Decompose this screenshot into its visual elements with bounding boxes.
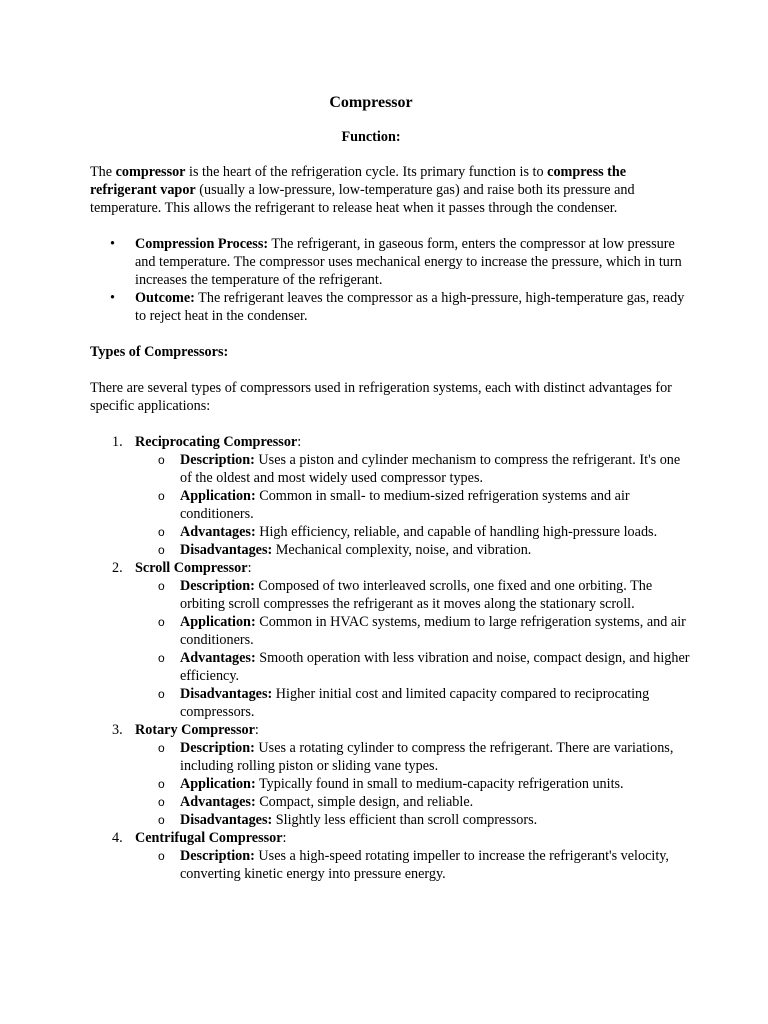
detail-item — [135, 811, 690, 829]
type-name: Rotary Compressor — [135, 722, 255, 738]
type-number: 2. — [112, 560, 123, 576]
detail-item — [135, 613, 690, 649]
detail-label: Disadvantages: — [180, 812, 273, 828]
detail-text: Common in HVAC systems, medium to large refrigeration systems, and air conditioners. — [180, 614, 686, 648]
intro-bold-1: compressor — [115, 164, 186, 180]
intro-text-3: (usually a low-pressure, low-temperature gas) and raise both its pressure and temperature. This allows the refrigerant to release heat when it passes through the condenser. — [90, 182, 635, 216]
detail-label: Description: — [180, 740, 255, 756]
type-name: Reciprocating Compressor — [135, 434, 298, 450]
type-colon: : — [282, 830, 287, 846]
type-name: Scroll Compressor — [135, 560, 248, 576]
bullet-marker: • — [110, 290, 115, 306]
detail-label: Description: — [180, 578, 255, 594]
detail-text: Uses a high-speed rotating impeller to increase the refrigerant's velocity, converting kinetic energy into pressure energy. — [180, 848, 669, 882]
detail-marker: o — [158, 579, 165, 593]
document-page — [90, 92, 690, 883]
intro-bold-2: compress the refrigerant vapor — [90, 164, 627, 198]
detail-item — [135, 739, 690, 775]
detail-text: Typically found in small to medium-capacity refrigeration units. — [255, 776, 624, 792]
detail-text: Composed of two interleaved scrolls, one fixed and one orbiting. The orbiting scroll compresses the refrigerant as it moves along the stationary scroll. — [180, 578, 653, 612]
intro-paragraph — [90, 163, 690, 217]
bullet-marker: • — [110, 236, 115, 252]
intro-text-1: The — [90, 164, 116, 180]
detail-label: Description: — [180, 848, 255, 864]
detail-marker: o — [158, 777, 165, 791]
type-item — [90, 829, 690, 883]
detail-label: Application: — [180, 488, 256, 504]
detail-item — [135, 577, 690, 613]
detail-marker: o — [158, 687, 165, 701]
type-item — [90, 433, 690, 559]
detail-text: Uses a rotating cylinder to compress the refrigerant. There are variations, including rolling piston or sliding vane types. — [180, 740, 674, 774]
type-colon: : — [247, 560, 252, 576]
detail-marker: o — [158, 813, 165, 827]
bullet-text: The refrigerant leaves the compressor as a high-pressure, high-temperature gas, ready to reject heat in the condenser. — [135, 290, 685, 324]
detail-text: Higher initial cost and limited capacity compared to reciprocating compressors. — [180, 686, 650, 720]
detail-item — [135, 775, 690, 793]
detail-label: Application: — [180, 614, 256, 630]
detail-label: Application: — [180, 776, 256, 792]
detail-text: Smooth operation with less vibration and noise, compact design, and higher efficiency. — [180, 650, 690, 684]
detail-label: Description: — [180, 452, 255, 468]
type-item — [90, 559, 690, 721]
detail-item — [135, 487, 690, 523]
detail-item — [135, 685, 690, 721]
detail-item — [135, 523, 690, 541]
detail-marker: o — [158, 525, 165, 539]
detail-item — [135, 541, 690, 559]
bullet-item — [90, 235, 690, 289]
types-heading: Types of Compressors: — [90, 344, 229, 360]
type-name: Centrifugal Compressor — [135, 830, 283, 846]
type-number: 4. — [112, 830, 123, 846]
bullet-label: Outcome: — [135, 290, 195, 306]
detail-text: Uses a piston and cylinder mechanism to compress the refrigerant. It's one of the oldest and most widely used compressor types. — [180, 452, 681, 486]
detail-label: Advantages: — [180, 524, 256, 540]
detail-text: Common in small- to medium-sized refrigeration systems and air conditioners. — [180, 488, 630, 522]
detail-marker: o — [158, 543, 165, 557]
function-heading: Function: — [341, 129, 401, 145]
types-intro-paragraph: There are several types of compressors used in refrigeration systems, each with distinct advantages for specific applications: — [90, 380, 672, 414]
detail-label: Disadvantages: — [180, 686, 273, 702]
document-title: Compressor — [329, 94, 413, 111]
detail-label: Disadvantages: — [180, 542, 273, 558]
bullet-label: Compression Process: — [135, 236, 269, 252]
detail-marker: o — [158, 741, 165, 755]
compressor-types-list — [90, 433, 690, 883]
detail-marker: o — [158, 615, 165, 629]
detail-marker: o — [158, 795, 165, 809]
detail-marker: o — [158, 453, 165, 467]
type-colon: : — [254, 722, 259, 738]
detail-label: Advantages: — [180, 794, 256, 810]
detail-marker: o — [158, 849, 165, 863]
detail-label: Advantages: — [180, 650, 256, 666]
detail-item — [135, 793, 690, 811]
function-bullet-list — [90, 235, 690, 325]
detail-text: Mechanical complexity, noise, and vibration. — [272, 542, 532, 558]
type-colon: : — [297, 434, 302, 450]
type-number: 1. — [112, 434, 123, 450]
type-detail-list — [135, 577, 690, 721]
bullet-text: The refrigerant, in gaseous form, enters the compressor at low pressure and temperature. The compressor uses mechanical energy to increase the pressure, which in turn increases the temperature of the refrigerant. — [135, 236, 682, 288]
detail-item — [135, 649, 690, 685]
bullet-item — [90, 289, 690, 325]
intro-text-2: is the heart of the refrigeration cycle. Its primary function is to — [185, 164, 548, 180]
type-detail-list — [135, 847, 690, 883]
detail-item — [135, 847, 690, 883]
type-detail-list — [135, 451, 690, 559]
detail-marker: o — [158, 651, 165, 665]
detail-marker: o — [158, 489, 165, 503]
detail-text: High efficiency, reliable, and capable of handling high-pressure loads. — [255, 524, 658, 540]
type-item — [90, 721, 690, 829]
type-detail-list — [135, 739, 690, 829]
detail-item — [135, 451, 690, 487]
detail-text: Slightly less efficient than scroll compressors. — [272, 812, 538, 828]
detail-text: Compact, simple design, and reliable. — [255, 794, 474, 810]
type-number: 3. — [112, 722, 123, 738]
